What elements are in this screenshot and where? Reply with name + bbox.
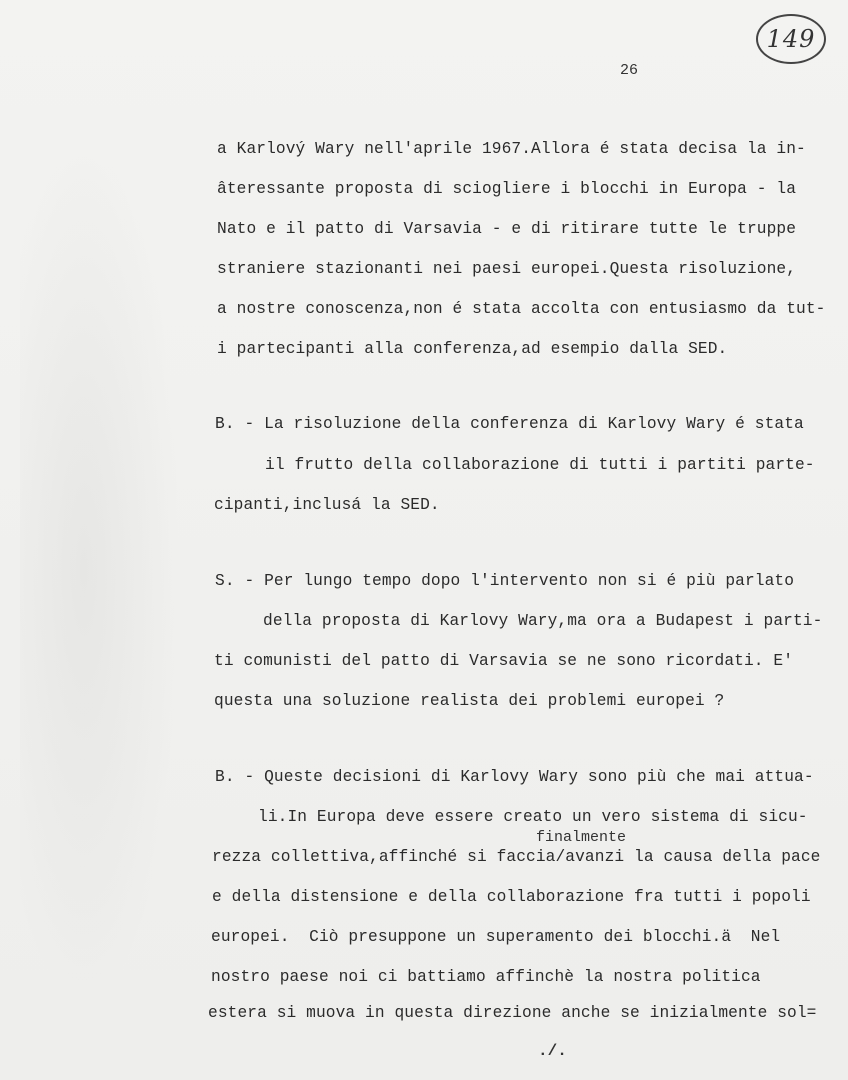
text-line: Nato e il patto di Varsavia - e di ritirare tutte le truppe: [217, 220, 797, 238]
text-line: della proposta di Karlovy Wary,ma ora a Budapest i parti-: [263, 612, 823, 630]
continued-mark: ./.: [538, 1042, 567, 1060]
text-line: B. - La risoluzione della conferenza di Karlovy Wary é stata: [215, 415, 804, 433]
text-line: questa una soluzione realista dei problemi europei ?: [214, 692, 725, 710]
text-line: il frutto della collaborazione di tutti i partiti parte-: [265, 456, 815, 474]
text-line: B. - Queste decisioni di Karlovy Wary sono più che mai attua-: [215, 768, 814, 786]
text-line: rezza collettiva,affinché si faccia/avanzi la causa della pace: [212, 848, 821, 866]
bleed-through-shadow: [20, 120, 180, 1020]
text-line: e della distensione e della collaborazione fra tutti i popoli: [212, 888, 811, 906]
archive-number: 149: [766, 25, 816, 53]
archive-number-stamp: [756, 14, 826, 64]
page-number: 26: [620, 62, 639, 79]
text-line: europei. Ciò presuppone un superamento dei blocchi.ä Nel: [211, 928, 781, 946]
text-line: a nostre conoscenza,non é stata accolta con entusiasmo da tut-: [217, 300, 826, 318]
handwritten-insertion: finalmente: [536, 829, 627, 846]
text-line: cipanti,inclusá la SED.: [214, 496, 440, 514]
text-line: âteressante proposta di sciogliere i blocchi in Europa - la: [217, 180, 797, 198]
text-line: li.In Europa deve essere creato un vero sistema di sicu-: [258, 808, 808, 826]
text-line: a Karlový Wary nell'aprile 1967.Allora é stata decisa la in-: [217, 140, 806, 158]
text-line: ti comunisti del patto di Varsavia se ne sono ricordati. E': [214, 652, 794, 670]
text-line: estera si muova in questa direzione anche se inizialmente sol=: [208, 1004, 817, 1022]
text-line: S. - Per lungo tempo dopo l'intervento non si é più parlato: [215, 572, 795, 590]
text-line: i partecipanti alla conferenza,ad esempio dalla SED.: [217, 340, 728, 358]
text-line: nostro paese noi ci battiamo affinchè la nostra politica: [211, 968, 761, 986]
text-line: straniere stazionanti nei paesi europei.Questa risoluzione,: [217, 260, 797, 278]
